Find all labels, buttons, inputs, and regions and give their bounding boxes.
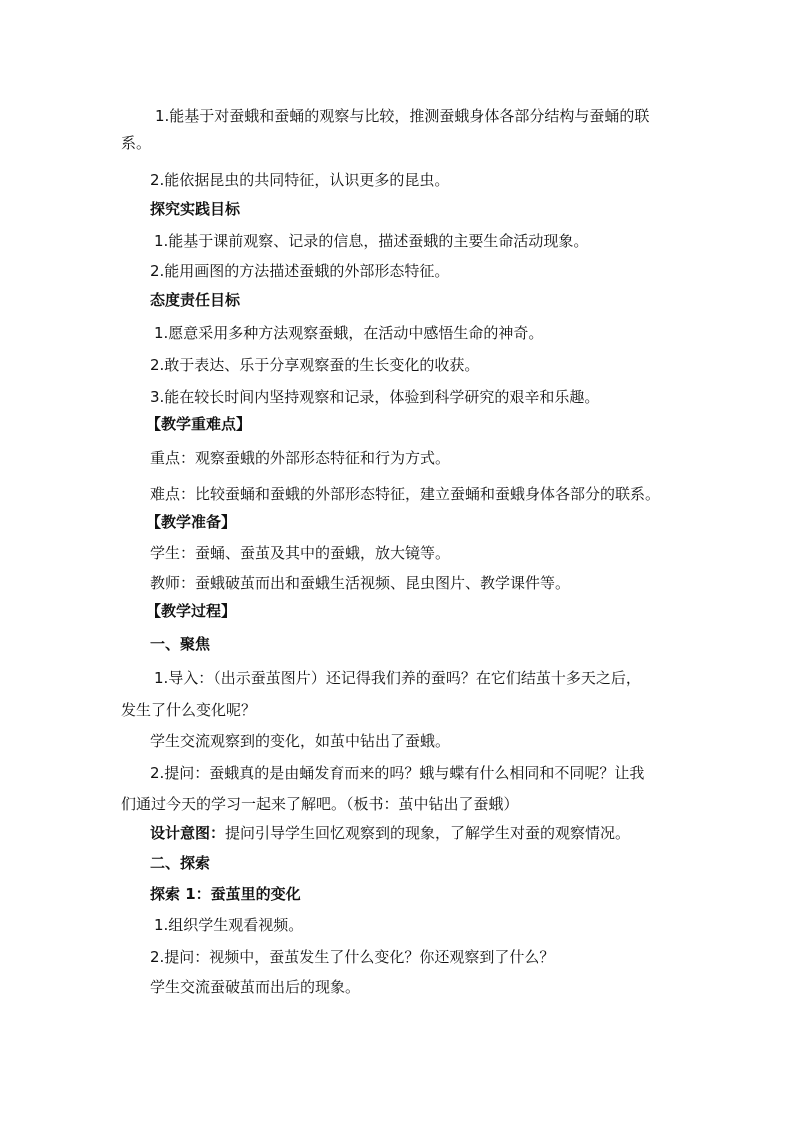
section-heading: 【教学过程】 [146, 602, 237, 620]
design-intent-label: 设计意图： [150, 824, 226, 842]
design-intent-line [150, 823, 630, 843]
section-heading: 探究实践目标 [150, 200, 241, 218]
paragraph-line: 1.导入：（出示蚕茧图片）还记得我们养的蚕吗？在它们结茧十多天之后， [154, 669, 641, 687]
section-heading: 一、聚焦 [150, 635, 211, 653]
paragraph-line: 系。 [121, 134, 152, 152]
paragraph-line: 重点：观察蚕蛾的外部形态特征和行为方式。 [150, 449, 451, 467]
paragraph-line: 2.提问：视频中，蚕茧发生了什么变化？你还观察到了什么？ [150, 948, 555, 966]
section-heading: 【教学准备】 [146, 513, 237, 531]
paragraph-line: 1.愿意采用多种方法观察蚕蛾，在活动中感悟生命的神奇。 [154, 324, 544, 342]
paragraph-line: 2.提问：蚕蛾真的是由蛹发育而来的吗？蛾与蝶有什么相同和不同呢？让我 [150, 764, 645, 782]
section-heading: 态度责任目标 [150, 291, 241, 309]
section-heading: 探索 1：蚕茧里的变化 [150, 885, 301, 903]
paragraph-line: 1.能基于课前观察、记录的信息，描述蚕蛾的主要生命活动现象。 [154, 232, 589, 250]
paragraph-line: 2.敢于表达、乐于分享观察蚕的生长变化的收获。 [150, 356, 480, 374]
paragraph-line: 发生了什么变化呢？ [121, 701, 257, 719]
design-intent-text: 提问引导学生回忆观察到的现象，了解学生对蚕的观察情况。 [225, 824, 631, 842]
paragraph-line: 教师：蚕蛾破茧而出和蚕蛾生活视频、昆虫图片、教学课件等。 [150, 574, 571, 592]
section-heading: 【教学重难点】 [146, 415, 252, 433]
paragraph-line: 学生交流观察到的变化，如茧中钻出了蚕蛾。 [150, 732, 451, 750]
paragraph-line: 难点：比较蚕蛹和蚕蛾的外部形态特征，建立蚕蛹和蚕蛾身体各部分的联系。 [150, 485, 661, 503]
section-heading: 二、探索 [150, 854, 211, 872]
paragraph-line: 1.组织学生观看视频。 [154, 916, 304, 934]
paragraph-line: 学生交流蚕破茧而出后的现象。 [150, 978, 361, 996]
paragraph-line: 学生：蚕蛹、蚕茧及其中的蚕蛾，放大镜等。 [150, 544, 451, 562]
paragraph-line: 2.能用画图的方法描述蚕蛾的外部形态特征。 [150, 262, 450, 280]
paragraph-line: 1.能基于对蚕蛾和蚕蛹的观察与比较，推测蚕蛾身体各部分结构与蚕蛹的联 [155, 107, 650, 125]
paragraph-line: 2.能依据昆虫的共同特征，认识更多的昆虫。 [150, 171, 450, 189]
paragraph-line: 3.能在较长时间内坚持观察和记录，体验到科学研究的艰辛和乐趣。 [150, 388, 600, 406]
paragraph-line: 们通过今天的学习一起来了解吧。（板书：茧中钻出了蚕蛾） [121, 795, 519, 813]
